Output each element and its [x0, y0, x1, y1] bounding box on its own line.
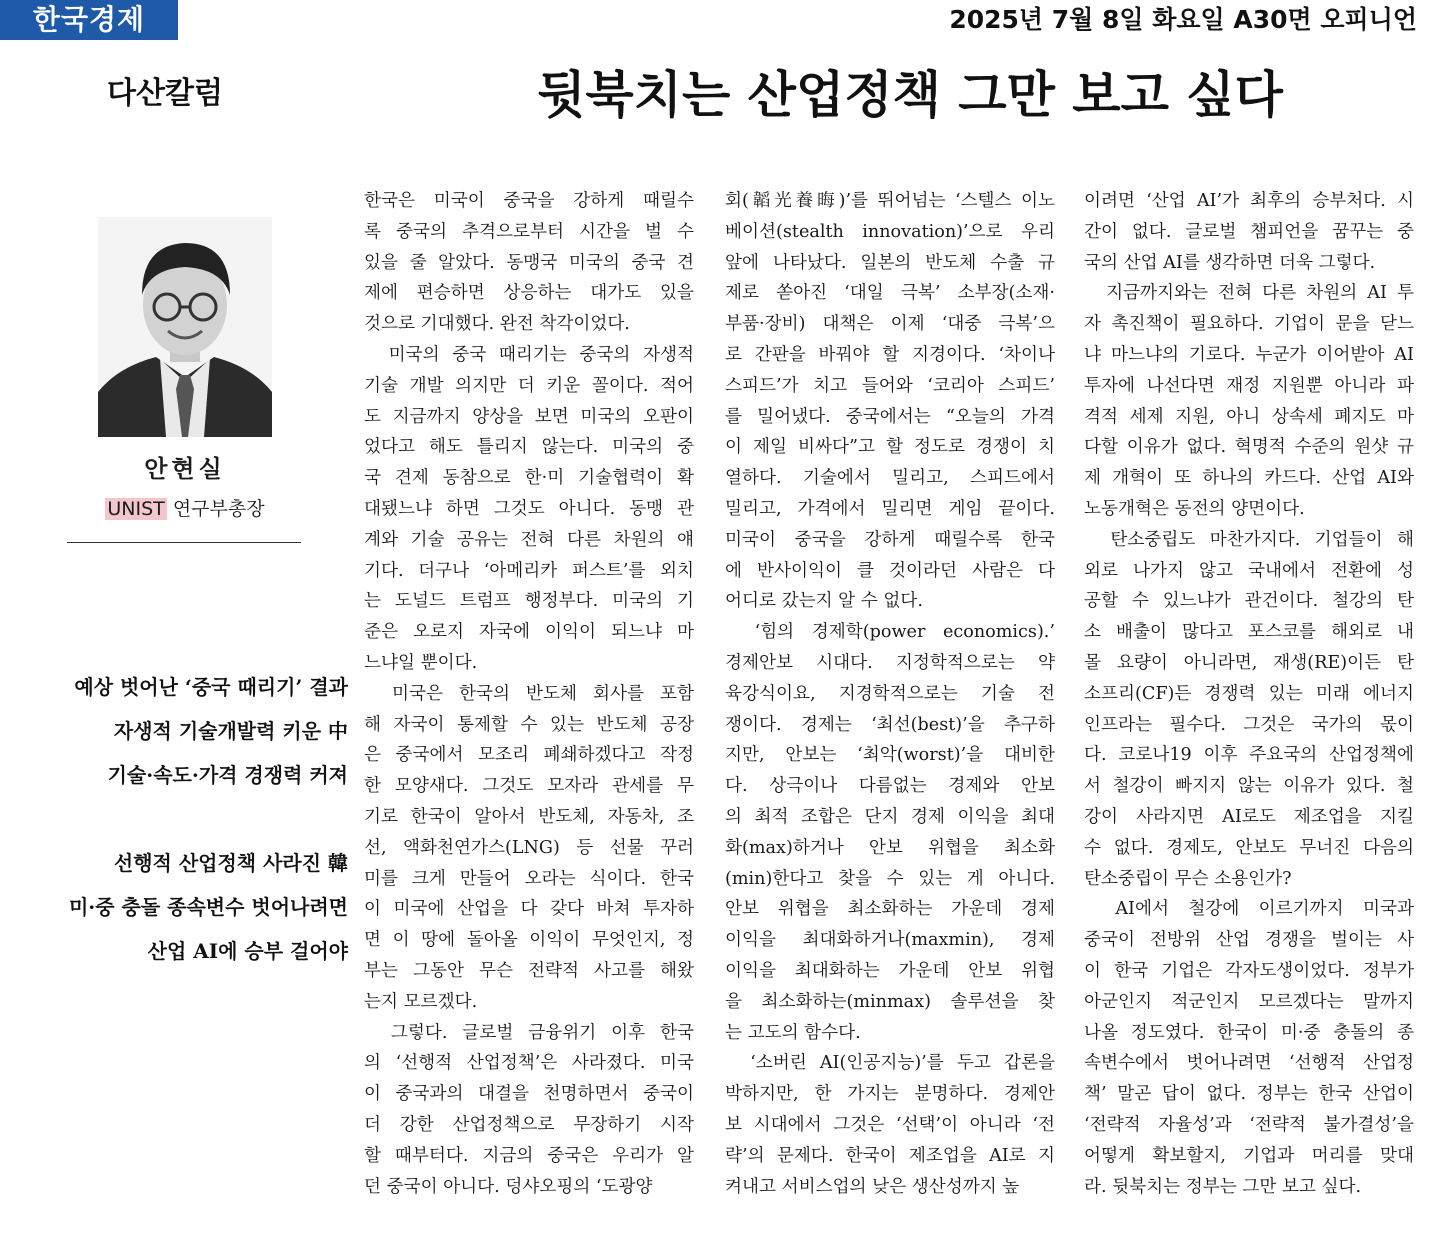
article-text-line: 더 강한 산업정책으로 무장하기 시작 — [364, 1114, 694, 1135]
article-text-line: 있을 줄 알았다. 동맹국 미국의 중국 견 — [364, 252, 694, 273]
article-text-line: 를 밀어냈다. 중국에서는 “오늘의 가격 — [725, 406, 1055, 427]
article-text-line: 을 최소화하는(minmax) 솔루션을 찾 — [725, 991, 1055, 1012]
article-text-line: 부품·장비) 대책은 이제 ‘대중 극복’으 — [725, 314, 1055, 335]
article-text-line: 제로 쏟아진 ‘대일 극복’ 소부장(소재· — [725, 283, 1055, 304]
article-text-line: 보 시대에서 그것은 ‘선택’이 아니라 ‘전 — [725, 1114, 1055, 1135]
author-organization: UNIST — [107, 498, 165, 520]
article-text-line: ‘힘의 경제학(power economics).’ — [725, 622, 1055, 643]
article-text-line: 속변수에서 벗어나려면 ‘선행적 산업정 — [1084, 1053, 1414, 1074]
article-text-line: 미를 크게 만들어 오라는 식이다. 한국 — [364, 868, 694, 889]
article-text-line: 라. 뒷북치는 정부는 그만 보고 싶다. — [1084, 1176, 1362, 1197]
subheading-line: 선행적 산업정책 사라진 韓 — [113, 851, 348, 875]
article-text-line: 공할 수 있느냐가 관건이다. 철강의 탄 — [1084, 591, 1414, 612]
article-text-line: 의 최적 조합은 단지 경제 이익을 최대 — [725, 806, 1055, 827]
article-text-line: 제 개혁이 또 하나의 카드다. 산업 AI와 — [1084, 468, 1414, 489]
article-text-line: 서 철강이 빠지지 않는 이유가 있다. 철 — [1084, 776, 1414, 797]
article-text-line: 이려면 ‘산업 AI’가 최후의 승부처다. 시 — [1084, 191, 1414, 211]
article-text-line: 이 중국과의 대결을 천명하면서 중국이 — [364, 1084, 694, 1105]
article-text-line: 어디로 갔는지 알 수 없다. — [725, 591, 923, 612]
article-text-line: 부는 그동안 무슨 전략적 사고를 해왔 — [364, 960, 694, 981]
author-photo-icon — [98, 217, 272, 437]
newspaper-logo: 한국경제 — [0, 0, 178, 40]
article-text-line: 은 중국에서 모조리 폐쇄하겠다고 작정 — [364, 745, 694, 766]
subheadings — [10, 665, 348, 973]
subheading-line: 미·중 충돌 종속변수 벗어나려면 — [68, 895, 348, 919]
author-name: 안현실 — [144, 455, 226, 483]
article-text-line: 기로 한국이 알아서 반도체, 자동차, 조 — [364, 806, 694, 827]
subheading-line: 기술·속도·가격 경쟁력 커져 — [107, 763, 348, 787]
article-text-line: 미국은 한국의 반도체 회사를 포함 — [364, 683, 694, 704]
article-text-line: 소프리(CF)든 경쟁력 있는 미래 에너지 — [1084, 683, 1414, 704]
article-text-line: 는지 모르겠다. — [364, 991, 478, 1012]
article-text-line: 면 이 땅에 돌아올 이익이 무엇인지, 정 — [364, 930, 694, 951]
article-text-line: 화(max)하거나 안보 위협을 최소화 — [725, 837, 1055, 858]
subheading-line: 자생적 기술개발력 키운 中 — [113, 719, 348, 743]
article-text-line: 인프라는 필수다. 그것은 국가의 몫이 — [1084, 714, 1414, 735]
article-text-line: 이 제일 비싸다”고 할 정도로 경쟁이 치 — [725, 437, 1055, 458]
article-text-line: 계와 기술 공유는 전혀 다른 차원의 얘 — [364, 529, 694, 550]
article-text-line: 스피드’가 치고 들어와 ‘코리아 스피드’ — [725, 375, 1055, 396]
article-text-line: 국 견제 동참으로 한·미 기술협력이 확 — [364, 468, 694, 489]
article-text-line: 탄소중립이 무슨 소용인가? — [1084, 868, 1292, 889]
article-text-line: 어떻게 확보할지, 기업과 머리를 맞대 — [1084, 1145, 1414, 1166]
subheading-group-2 — [10, 841, 348, 973]
article-text-line: 쟁이다. 경제는 ‘최선(best)’을 추구하 — [725, 714, 1055, 735]
article-text-line: 이익을 최대화하는 가운데 안보 위협 — [725, 960, 1055, 981]
article-text-line: 중국이 전방위 산업 경쟁을 벌이는 사 — [1084, 930, 1414, 951]
article-text-line: 준은 오로지 자국에 이익이 되느냐 마 — [364, 622, 694, 643]
article-text-line: 강이 사라지면 AI로도 제조업을 지킬 — [1084, 806, 1414, 827]
article-text-line: 기술 개발 의지만 더 키운 꼴이다. 적어 — [364, 375, 694, 396]
article-text-line: 는 고도의 함수다. — [725, 1022, 861, 1043]
article-text-line: 외로 나가지 않고 국내에서 전환에 성 — [1084, 560, 1414, 581]
article-text-line: 수 없다. 경제도, 안보도 무너진 다음의 — [1084, 837, 1414, 858]
article-text-line: 책’ 말곤 답이 없다. 정부는 한국 산업이 — [1084, 1084, 1414, 1105]
article-text-line: 몰 요량이 아니라면, 재생(RE)이든 탄 — [1084, 652, 1414, 673]
dateline: 2025년 7월 8일 화요일 A30면 오피니언 — [949, 5, 1417, 34]
article-text-line: 자 촉진책이 필요하다. 기업이 문을 닫느 — [1084, 314, 1414, 335]
article-text-line: 로 간판을 바꿔야 할 지경이다. ‘차이나 — [725, 344, 1055, 365]
article-headline: 뒷북치는 산업정책 그만 보고 싶다 — [537, 65, 1283, 124]
article-text-line: 한 모양새다. 그것도 모자라 관세를 무 — [364, 776, 694, 797]
article-text-line: 이익을 최대화하거나(maxmin), 경제 — [725, 930, 1055, 951]
article-text-line: 이 미국에 산업을 다 갖다 바쳐 투자하 — [364, 899, 694, 920]
article-text-line: 간이 없다. 글로벌 챔피언을 꿈꾸는 중 — [1084, 221, 1414, 242]
article-text-line: 그렇다. 글로벌 금융위기 이후 한국 — [364, 1022, 694, 1043]
article-text-line: 회(韜光養晦)’를 뛰어넘는 ‘스텔스 이노 — [725, 191, 1055, 211]
article-text-line: 다할 이유가 없다. 혁명적 수준의 원샷 규 — [1084, 437, 1414, 458]
article-text-line: 안보 위협을 최소화하는 가운데 경제 — [725, 899, 1055, 920]
column-section-label: 다산칼럼 — [107, 76, 223, 111]
article-text-line: 국의 산업 AI를 생각하면 더욱 그렇다. — [1084, 252, 1376, 273]
subheading-group-1 — [10, 665, 348, 797]
article-text-line: 것으로 기대했다. 완전 착각이었다. — [364, 314, 630, 335]
article-text-line: 기다. 더구나 ‘아메리카 퍼스트’를 외치 — [364, 560, 694, 581]
article-text-line: 경제안보 시대다. 지정학적으로는 약 — [725, 652, 1055, 673]
article-column-3 — [1084, 186, 1414, 1202]
article-text-line: 해 자국이 통제할 수 있는 반도체 공장 — [364, 714, 694, 735]
article-text-line: 밀리고, 가격에서 밀리면 게임 끝이다. — [725, 498, 1055, 519]
article-text-line: 베이션(stealth innovation)’으로 우리 — [725, 221, 1055, 242]
article-text-line: 지만, 안보는 ‘최악(worst)’을 대비한 — [725, 745, 1055, 766]
author-divider — [67, 542, 301, 543]
article-text-line: 지금까지와는 전혀 다른 차원의 AI 투 — [1084, 283, 1414, 304]
article-text-line: 투자에 나선다면 재정 지원뿐 아니라 파 — [1084, 375, 1414, 396]
article-text-line: 나올 정도였다. 한국이 미·중 충돌의 종 — [1084, 1022, 1414, 1043]
article-text-line: 미국이 중국을 강하게 때릴수록 한국 — [725, 529, 1055, 550]
article-text-line: 격적 세제 지원, 아니 상속세 폐지도 마 — [1084, 406, 1414, 427]
author-position: 연구부총장 — [172, 498, 265, 520]
article-text-line: 다. 코로나19 이후 주요국의 산업정책에 — [1084, 745, 1414, 766]
article-text-line: 느냐일 뿐이다. — [364, 652, 478, 673]
article-text-line: 한국은 미국이 중국을 강하게 때릴수 — [364, 191, 694, 211]
article-text-line: (min)한다고 찾을 수 있는 게 아니다. — [725, 868, 1055, 889]
article-text-line: 아군인지 적군인지 모르겠다는 말까지 — [1084, 991, 1414, 1012]
article-text-line: 제에 편승하면 상응하는 대가도 있을 — [364, 283, 694, 304]
article-text-line: 켜내고 서비스업의 낮은 생산성까지 높 — [725, 1176, 1020, 1197]
article-text-line: 었다고 해도 틀리지 않는다. 미국의 중 — [364, 437, 694, 458]
article-column-2 — [725, 186, 1055, 1202]
article-text-line: 박하지만, 한 가지는 분명하다. 경제안 — [725, 1084, 1055, 1105]
article-text-line: 노동개혁은 동전의 양면이다. — [1084, 498, 1305, 519]
article-column-1 — [364, 186, 694, 1202]
article-text-line: 도 지금까지 양상을 보면 미국의 오판이 — [364, 406, 694, 427]
article-text-line: 소 배출이 많다고 포스코를 해외로 내 — [1084, 622, 1414, 643]
article-text-line: AI에서 철강에 이르기까지 미국과 — [1084, 899, 1414, 920]
article-text-line: 냐 마느냐의 기로다. 누군가 이어받아 AI — [1084, 344, 1414, 365]
article-text-line: 탄소중립도 마찬가지다. 기업들이 해 — [1084, 529, 1414, 550]
article-text-line: 략’의 문제다. 한국이 제조업을 AI로 지 — [725, 1145, 1055, 1166]
article-text-line: 던 중국이 아니다. 덩샤오핑의 ‘도광양 — [364, 1176, 653, 1197]
article-text-line: 미국의 중국 때리기는 중국의 자생적 — [364, 344, 694, 365]
article-text-line: ‘소버린 AI(인공지능)’를 두고 갑론을 — [725, 1053, 1055, 1074]
article-text-line: 다. 상극이나 다름없는 경제와 안보 — [725, 776, 1055, 797]
article-text-line: 선, 액화천연가스(LNG) 등 선물 꾸러 — [364, 837, 694, 858]
article-text-line: 에 반사이익이 클 것이라던 사람은 다 — [725, 560, 1055, 581]
article-text-line: 의 ‘선행적 산업정책’은 사라졌다. 미국 — [364, 1053, 694, 1074]
article-text-line: 대됐느냐 하면 그것도 아니다. 동맹 관 — [364, 498, 694, 519]
article-text-line: 이 한국 기업은 각자도생이었다. 정부가 — [1084, 960, 1414, 981]
article-text-line: 록 중국의 추격으로부터 시간을 벌 수 — [364, 221, 694, 242]
article-text-line: 앞에 나타났다. 일본의 반도체 수출 규 — [725, 252, 1055, 273]
article-text-line: 육강식이요, 지경학적으로는 기술 전 — [725, 683, 1055, 704]
author-affiliation — [60, 494, 310, 524]
author-portrait — [98, 217, 272, 437]
article-text-line: 할 때부터다. 지금의 중국은 우리가 알 — [364, 1145, 694, 1166]
subheading-line: 예상 벗어난 ‘중국 때리기’ 결과 — [74, 675, 348, 699]
article-text-line: 는 도널드 트럼프 행정부다. 미국의 기 — [364, 591, 694, 612]
article-text-line: ‘전략적 자율성’과 ‘전략적 불가결성’을 — [1084, 1114, 1414, 1135]
subheading-line: 산업 AI에 승부 걸어야 — [147, 939, 348, 963]
article-text-line: 열하다. 기술에서 밀리고, 스피드에서 — [725, 468, 1055, 489]
